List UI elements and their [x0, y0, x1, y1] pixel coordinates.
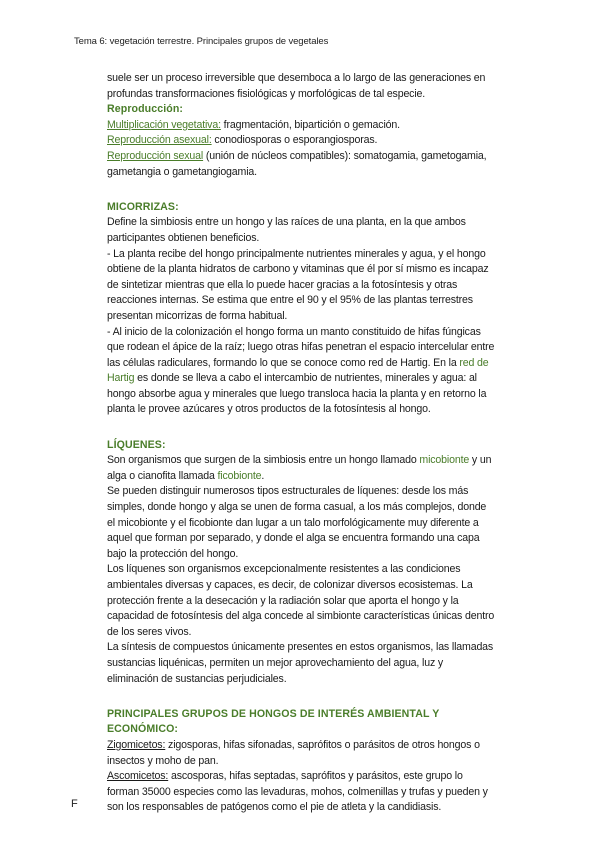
paragraph-line: son los responsables de patógenos como el pie de atleta y la candidiasis. — [107, 801, 442, 814]
paragraph-line: presentan micorrizas de forma habitual. — [107, 309, 288, 322]
paragraph-line: Hartig es donde se lleva a cabo el intercambio de nutrientes, minerales y agua: al — [107, 372, 477, 385]
reproduccion-sexual: Reproducción sexual (unión de núcleos compatibles): somatogamia, gametogamia, — [107, 149, 487, 162]
paragraph-line: - Al inicio de la colonización el hongo forma un manto constituido de hifas fúngicas — [107, 325, 481, 338]
section-heading-grupos: PRINCIPALES GRUPOS DE HONGOS DE INTERÉS AMBIENTAL Y — [107, 707, 440, 720]
link-hartig[interactable]: Hartig — [107, 372, 135, 385]
link-multiplicacion-vegetativa[interactable]: Multiplicación vegetativa: — [107, 118, 221, 131]
reproduccion-sexual-cont: gametangia o gametangiogamia. — [107, 165, 257, 178]
footer-mark: F — [71, 798, 78, 810]
link-reproduccion-sexual[interactable]: Reproducción sexual — [107, 149, 204, 162]
paragraph-line: reacciones internas. Se estima que entre el 90 y el 95% de las plantas terrestres — [107, 294, 473, 307]
paragraph-line: bajo la protección del hongo. — [107, 547, 239, 560]
page-header: Tema 6: vegetación terrestre. Principales grupos de vegetales — [74, 36, 329, 47]
paragraph-line: obtiene de la planta hidratos de carbono y vitaminas que él por sí mismo es incapaz — [107, 263, 489, 276]
paragraph-line: alga o cianofita llamada ficobionte. — [107, 469, 265, 482]
link-ficobionte[interactable]: ficobionte — [217, 469, 262, 482]
paragraph-line: hongo absorbe agua y minerales que luego transloca hacia la planta y en retorno la — [107, 387, 487, 400]
paragraph-line: capacidad de fotosíntesis del alga concede al simbionte características únicas dentro — [107, 610, 495, 623]
paragraph-line: simples, donde hongo y alga se unen de forma casual, a los más complejos, donde — [107, 501, 487, 514]
paragraph-line: protección frente a la desecación y la radiación solar que aporta el hongo y la — [107, 594, 459, 607]
link-micobionte[interactable]: micobionte — [419, 454, 470, 467]
paragraph-line: ambientales diversas y capaces, es decir, de colonizar diversos ecosistemas. La — [107, 579, 473, 591]
paragraph-line: Zigomicetos: zigosporas, hifas sifonadas, saprófitos o parásitos de otros hongos o — [107, 738, 480, 751]
paragraph-line: Ascomicetos: ascosporas, hifas septadas, saprófitos y parásitos, este grupo lo — [107, 770, 463, 783]
intro-line: suele ser un proceso irreversible que desemboca a lo largo de las generaciones en — [107, 72, 486, 84]
paragraph-line: insectos y moho de pan. — [107, 754, 219, 767]
intro-line: profundas transformaciones fisiológicas y morfológicas de tal especie. — [107, 87, 426, 100]
reproduccion-asexual: Reproducción asexual: conodiosporas o esporangiosporas. — [107, 134, 378, 147]
paragraph-line: planta le provee azúcares y otros productos de la fotosíntesis al hongo. — [107, 403, 431, 416]
paragraph-line: de sintetizar mientras que ella lo puede hacer gracias a la fotosíntesis y otras — [107, 278, 458, 291]
link-red-de-hartig[interactable]: red de — [459, 356, 489, 369]
paragraph-line: Son organismos que surgen de la simbiosis entre un hongo llamado micobionte y un — [107, 454, 492, 467]
paragraph-line: de los seres vivos. — [107, 625, 192, 638]
document-body — [107, 71, 521, 816]
paragraph-line: eliminación de sustancias perjudiciales. — [107, 672, 287, 685]
paragraph-line: forman 35000 especies como las levaduras, mohos, colmenillas y trufas y pueden y — [107, 785, 488, 798]
paragraph-line: las células radiculares, formando lo que se conoce como red de Hartig. En la red de — [107, 356, 489, 369]
paragraph-line: el micobionte y el ficobionte dan lugar a un talo morfológicamente muy diferente a — [107, 516, 479, 529]
paragraph-line: Se pueden distinguir numerosos tipos estructurales de líquenes: desde los más — [107, 485, 469, 498]
paragraph-line: Los líquenes son organismos excepcionalmente resistentes a las condiciones — [107, 563, 461, 576]
paragraph-line: que rodean el ápice de la raíz; luego otras hifas penetran el espacio intercelular entre — [107, 341, 495, 354]
section-heading-grupos-cont: ECONÓMICO: — [107, 723, 179, 736]
paragraph-line: Define la simbiosis entre un hongo y las raíces de una planta, en la que ambos — [107, 216, 466, 229]
paragraph-line: La síntesis de compuestos únicamente presentes en estos organismos, las llamadas — [107, 641, 494, 654]
section-heading-reproduccion: Reproducción: — [107, 103, 184, 116]
paragraph-line: sustancias liquénicas, permiten un mejor aprovechamiento del agua, luz y — [107, 656, 444, 669]
section-heading-micorrizas: MICORRIZAS: — [107, 200, 179, 213]
reproduccion-vegetativa: Multiplicación vegetativa: fragmentación, bipartición o gemación. — [107, 118, 400, 131]
term-ascomicetos: Ascomicetos: — [107, 770, 169, 783]
paragraph-line: - La planta recibe del hongo principalmente nutrientes minerales y agua, y el hongo — [107, 247, 486, 260]
paragraph-line: participantes obtienen beneficios. — [107, 231, 260, 244]
link-reproduccion-asexual[interactable]: Reproducción asexual: — [107, 134, 212, 147]
paragraph-line: aquel que forman por separado, y donde el alga se encuentra formando una capa — [107, 532, 480, 545]
section-heading-liquenes: LÍQUENES: — [107, 438, 166, 451]
term-zigomicetos: Zigomicetos: — [107, 738, 166, 751]
